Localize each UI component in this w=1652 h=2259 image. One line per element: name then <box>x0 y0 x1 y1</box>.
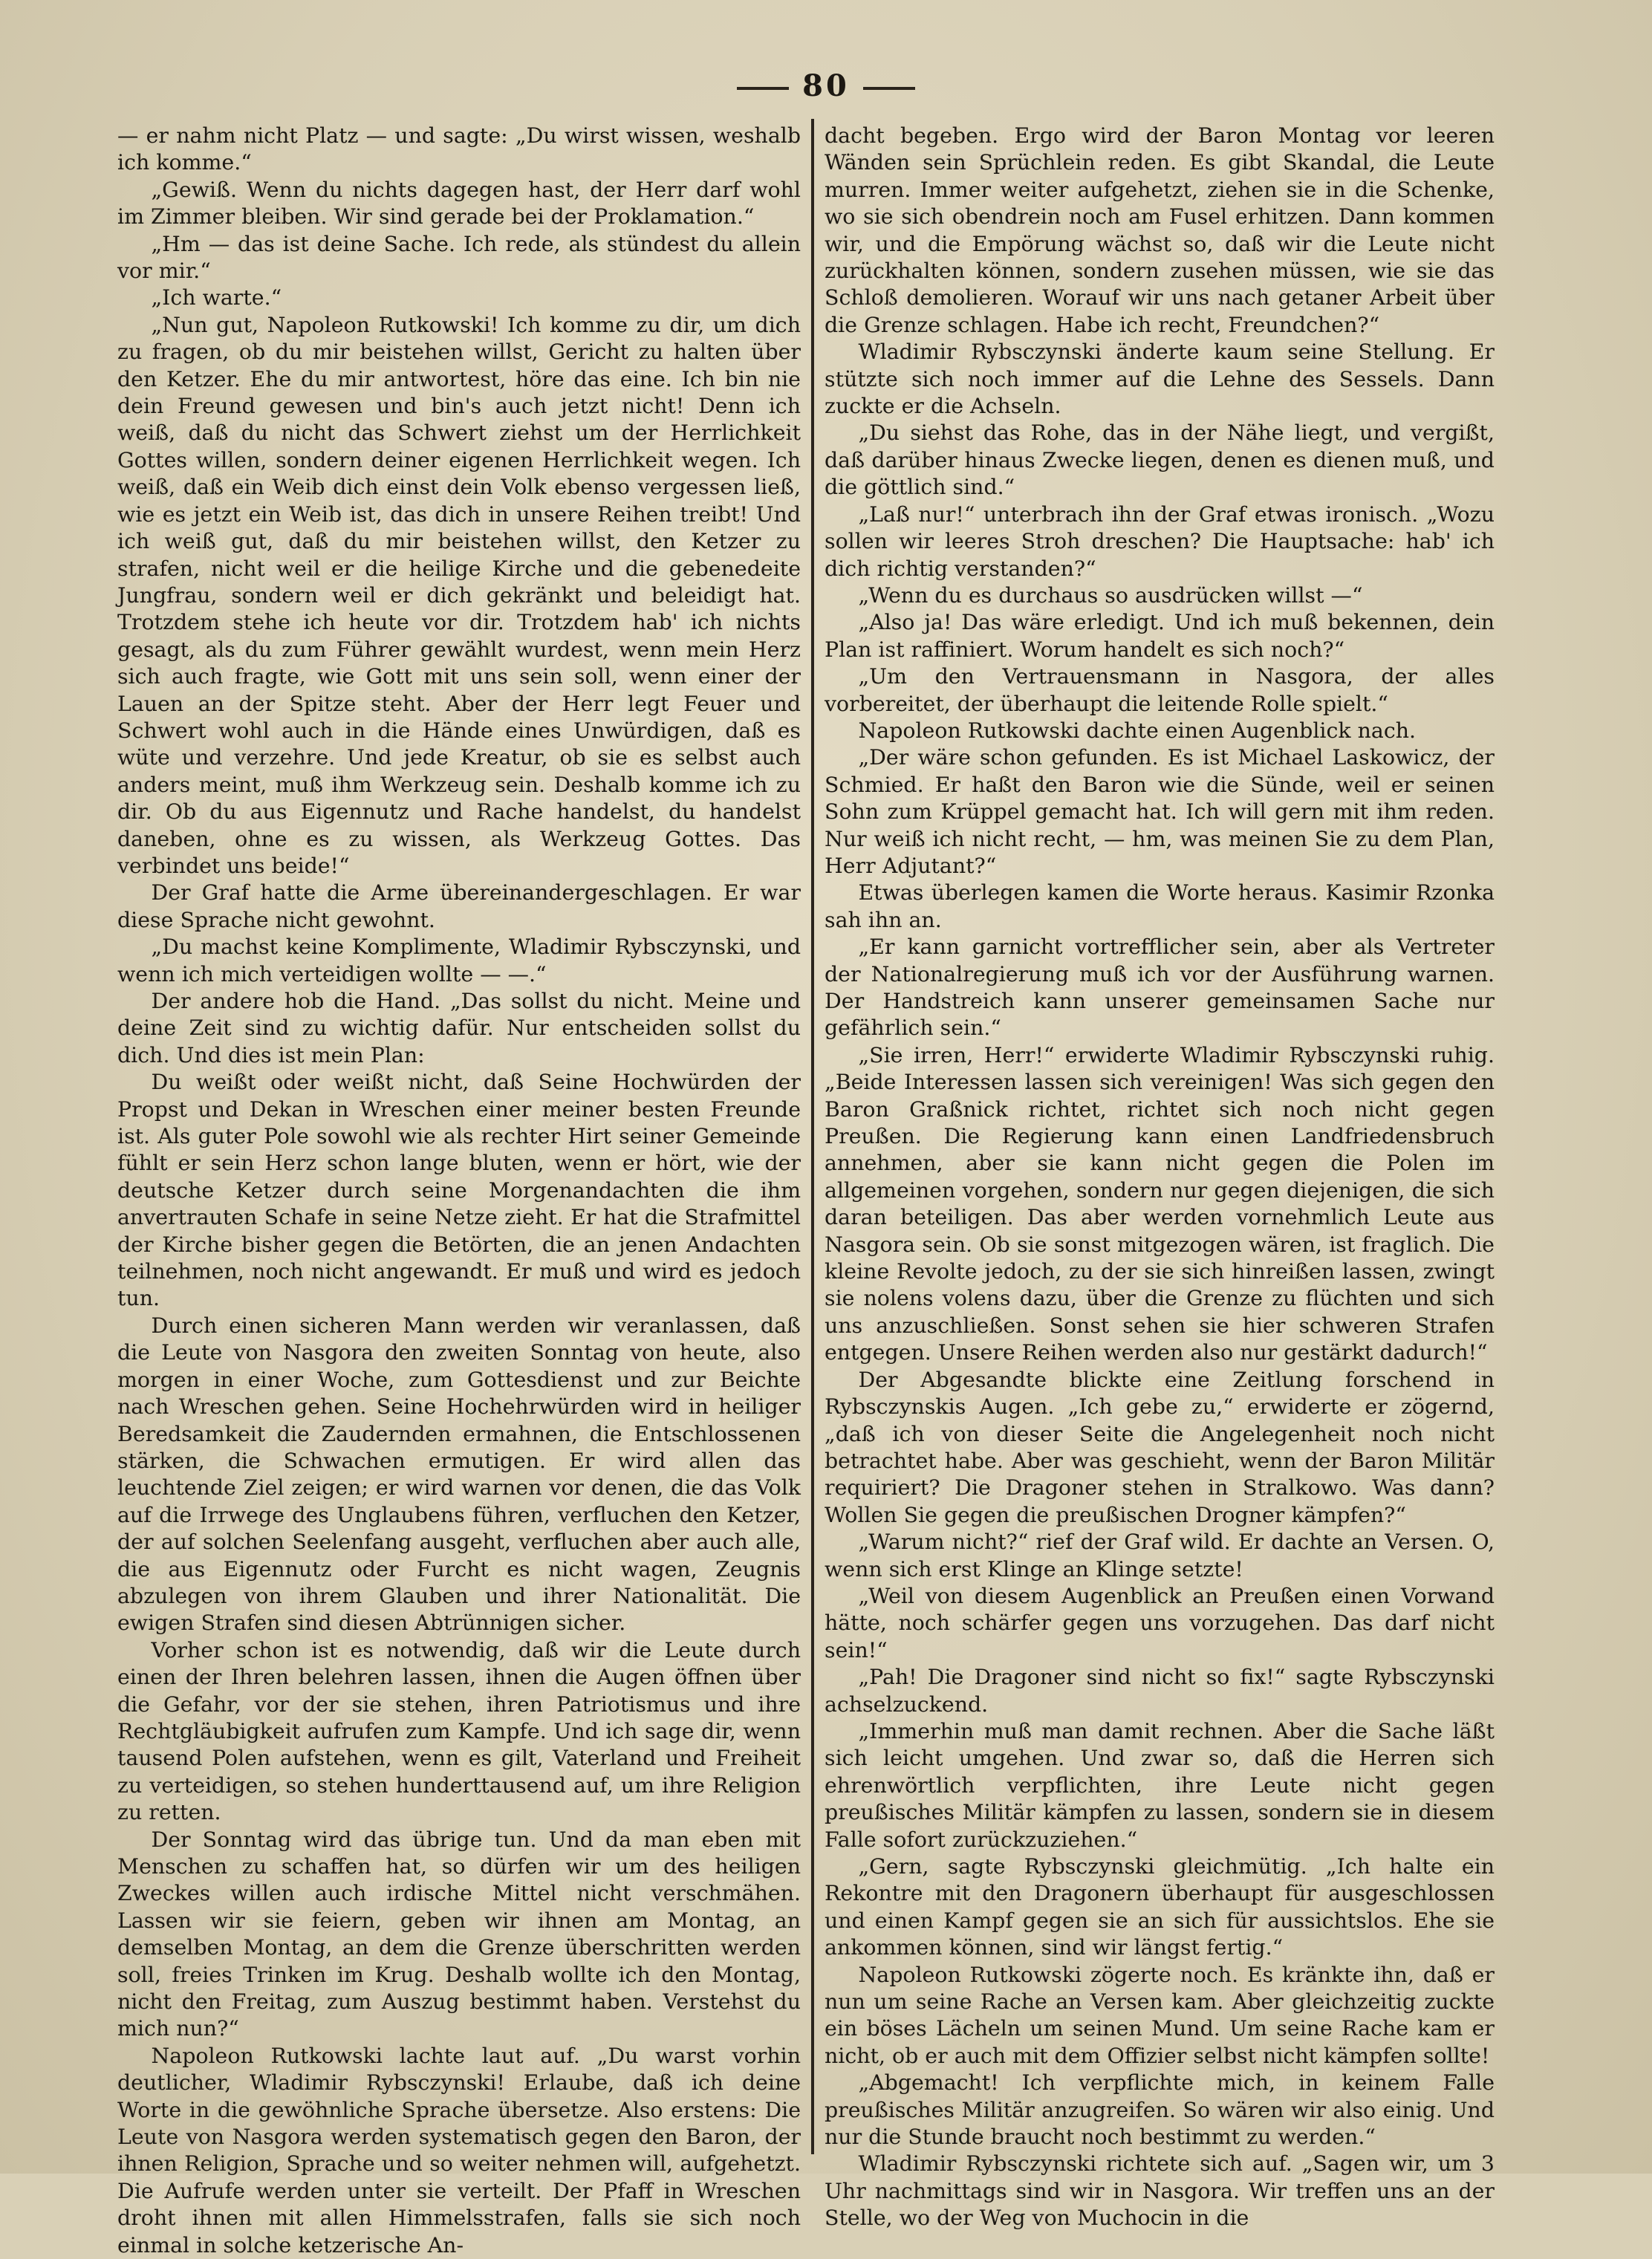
paragraph: „Gern, sagte Rybsczynski gleichmütig. „Ich halte ein Rekontre mit den Dragonern überhaupt für ausgeschlossen und einen Kampf gegen sie an sich für aussichtslos. Ehe sie ankommen können, sind wir längst fertig.“ <box>825 1854 1495 1960</box>
paragraph: Napoleon Rutkowski zögerte noch. Es kränkte ihn, daß er nun um seine Rache an Versen kam. Aber gleichzeitig zuckte ein böses Lächeln um seinen Mund. Um seine Rache kam er nicht, ob er auch mit dem Offizier selbst nicht kämpfen sollte! <box>825 1962 1495 2068</box>
paragraph: Wladimir Rybsczynski richtete sich auf. „Sagen wir, um 3 Uhr nachmittags sind wir in Nasgora. Wir treffen uns an der Stelle, wo der Weg von Muchocin in die <box>825 2151 1495 2231</box>
paragraph: Etwas überlegen kamen die Worte heraus. Kasimir Rzonka sah ihn an. <box>825 880 1495 932</box>
paragraph: — er nahm nicht Platz — und sagte: „Du wirst wissen, weshalb ich komme.“ <box>117 123 801 175</box>
paragraph: Du weißt oder weißt nicht, daß Seine Hochwürden der Propst und Dekan in Wreschen einer meiner besten Freunde ist. Als guter Pole sowohl wie als rechter Hirt seiner Gemeinde fühlt er sein Herz schon lange bluten, wenn er hört, wie der deutsche Ketzer durch seine Morgenandachten die ihm anvertrauten Schafe in seine Netze zieht. Er hat die Strafmittel der Kirche bisher gegen die Betörten, die an jenen Andachten teilnehmen, noch nicht angewandt. Er muß und wird es jedoch tun. <box>117 1070 801 1311</box>
paragraph: Napoleon Rutkowski dachte einen Augenblick nach. <box>858 718 1417 743</box>
paragraph: „Immerhin muß man damit rechnen. Aber die Sache läßt sich leicht umgehen. Und zwar so, daß die Herren sich ehrenwörtlich verpflichten, ihre Leute nicht gegen preußisches Militär kämpfen zu lassen, sondern sie in diesem Falle sofort zurückzuziehen.“ <box>825 1718 1495 1852</box>
paragraph: „Der wäre schon gefunden. Es ist Michael Laskowicz, der Schmied. Er haßt den Baron wie die Sünde, weil er seinen Sohn zum Krüppel gemacht hat. Ich will gern mit ihm reden. Nur weiß ich nicht recht, — hm, was meinen Sie zu dem Plan, Herr Adjutant?“ <box>825 745 1495 878</box>
paragraph: Der Sonntag wird das übrige tun. Und da man eben mit Menschen zu schaffen hat, so dürfen wir um des heiligen Zweckes willen auch irdische Mittel nicht verschmähen. Lassen wir sie feiern, geben wir ihnen am Montag, an demselben Montag, an dem die Grenze überschritten werden soll, freies Trinken im Krug. Deshalb wollte ich den Montag, nicht den Freitag, zum Auszug bestimmt haben. Verstehst du mich nun?“ <box>117 1827 801 2041</box>
paragraph: „Also ja! Das wäre erledigt. Und ich muß bekennen, dein Plan ist raffiniert. Worum handelt es sich noch?“ <box>825 610 1495 662</box>
column-rule <box>811 119 814 2154</box>
paragraph: „Laß nur!“ unterbrach ihn der Graf etwas ironisch. „Wozu sollen wir leeres Stroh dreschen? Die Hauptsache: hab' ich dich richtig verstanden?“ <box>825 501 1495 581</box>
paragraph: „Ich warte.“ <box>151 285 282 311</box>
paragraph: Der Abgesandte blickte eine Zeitlung forschend in Rybsczynskis Augen. „Ich gebe zu,“ erwiderte er zögernd, „daß ich von dieser Seite die Angelegenheit noch nicht betrachtet habe. Aber was geschieht, wenn der Baron Militär requiriert? Die Dragoner stehen in Stralkowo. Was dann? Wollen Sie gegen die preußischen Drogner kämpfen?“ <box>825 1367 1495 1527</box>
paragraph: „Um den Vertrauensmann in Nasgora, der alles vorbereitet, der überhaupt die leitende Rolle spielt.“ <box>825 664 1495 716</box>
paragraph: Vorher schon ist es notwendig, daß wir die Leute durch einen der Ihren belehren lassen, ihnen die Augen öffnen über die Gefahr, vor der sie stehen, ihren Patriotismus und ihre Rechtgläubigkeit aufrufen zum Kampfe. Und ich sage dir, wenn tausend Polen aufstehen, wenn es gilt, Vaterland und Freiheit zu verteidigen, so stehen hunderttausend auf, um ihre Religion zu retten. <box>117 1637 801 1825</box>
paragraph: Wladimir Rybsczynski änderte kaum seine Stellung. Er stützte sich noch immer auf die Lehne des Sessels. Dann zuckte er die Achseln. <box>825 339 1495 419</box>
paragraph: Der Graf hatte die Arme übereinandergeschlagen. Er war diese Sprache nicht gewohnt. <box>117 880 801 932</box>
paragraph: „Du machst keine Komplimente, Wladimir Rybsczynski, und wenn ich mich verteidigen wollte — —.“ <box>117 935 801 987</box>
paragraph: „Du siehst das Rohe, das in der Nähe liegt, und vergißt, daß darüber hinaus Zwecke liegen, denen es dienen muß, und die göttlich sind.“ <box>825 420 1495 500</box>
paragraph: Durch einen sicheren Mann werden wir veranlassen, daß die Leute von Nasgora den zweiten Sonntag von heute, also morgen in einer Woche, zum Gottesdienst und zur Beichte nach Wreschen gehen. Seine Hochehrwürden wird in heiliger Beredsamkeit die Zaudernden ermahnen, die Entschlossenen stärken, die Schwachen ermutigen. Er wird allen das leuchtende Ziel zeigen; er wird warnen vor denen, die das Volk auf die Irrwege des Unglaubens führen, verfluchen den Ketzer, der auf solchen Seelenfang ausgeht, verfluchen aber auch alle, die aus Eigennutz oder Furcht es nicht wagen, Zeugnis abzulegen von ihrem Glauben und ihrer Nationalität. Die ewigen Strafen sind diesen Abtrünnigen sicher. <box>117 1313 801 1636</box>
paragraph: „Warum nicht?“ rief der Graf wild. Er dachte an Versen. O, wenn sich erst Klinge an Klinge setzte! <box>825 1530 1495 1582</box>
paragraph: Der andere hob die Hand. „Das sollst du nicht. Meine und deine Zeit sind zu wichtig dafür. Nur entscheiden sollst du dich. Und dies ist mein Plan: <box>117 989 801 1067</box>
right-column <box>825 123 1495 2231</box>
paragraph: „Er kann garnicht vortrefflicher sein, aber als Vertreter der Nationalregierung muß ich vor der Ausführung warnen. Der Handstreich kann unserer gemeinsamen Sache nur gefährlich sein.“ <box>825 935 1495 1041</box>
paragraph: „Sie irren, Herr!“ erwiderte Wladimir Rybsczynski ruhig. „Beide Interessen lassen sich vereinigen! Was sich gegen den Baron Graßnick richtet, richtet sich noch nicht gegen Preußen. Die Regierung kann einen Landfriedensbruch annehmen, aber sie kann nicht gegen die Polen im allgemeinen vorgehen, sondern nur gegen diejenigen, die sich daran beteiligen. Das aber werden vornehmlich Leute aus Nasgora sein. Ob sie sonst mitgezogen wären, ist fraglich. Die kleine Revolte jedoch, zu der sie sich hinreißen lassen, zwingt sie nolens volens dazu, über die Grenze zu flüchten und sich uns anzuschließen. Sonst sehen sie hier schweren Strafen entgegen. Unsere Reihen werden also nur gestärkt dadurch!“ <box>825 1042 1495 1365</box>
paragraph: „Nun gut, Napoleon Rutkowski! Ich komme zu dir, um dich zu fragen, ob du mir beistehen willst, Gericht zu halten über den Ketzer. Ehe du mir antwortest, höre das eine. Ich bin nie dein Freund gewesen und bin's auch jetzt nicht! Denn ich weiß, daß du nicht das Schwert ziehst um der Herrlichkeit Gottes willen, sondern deiner eigenen Herrlichkeit wegen. Ich weiß, daß ein Weib dich einst dein Volk ebenso vergessen ließ, wie es jetzt ein Weib ist, das dich in unsere Reihen treibt! Und ich weiß gut, daß du mir beistehen willst, den Ketzer zu strafen, nicht weil er die heilige Kirche und die gebenedeite Jungfrau, sondern weil er dich gekränkt und beleidigt hat. Trotzdem stehe ich heute vor dir. Trotzdem hab' ich nichts gesagt, als du zum Führer gewählt wurdest, wenn mein Herz sich auch fragte, wie Gott mit uns sein soll, wenn einer der Lauen an der Spitze steht. Aber der Herr legt Feuer und Schwert wohl auch in die Hände eines Unwürdigen, daß es wüte und verzehre. Und jede Kreatur, ob sie es selbst auch anders meint, muß ihm Werkzeug sein. Deshalb komme ich zu dir. Ob du aus Eigennutz und Rache handelst, du handelst daneben, ohne es zu wissen, als Werkzeug Gottes. Das verbindet uns beide!“ <box>117 312 801 878</box>
page-number: 80 <box>0 68 1652 103</box>
paragraph: Napoleon Rutkowski lachte laut auf. „Du warst vorhin deutlicher, Wladimir Rybsczynski! Erlaube, daß ich deine Worte in die gewöhnliche Sprache übersetze. Also erstens: Die Leute von Nasgora werden systematisch gegen den Baron, der ihnen Religion, Sprache und so weiter nehmen will, aufgehetzt. Die Aufrufe werden unter sie verteilt. Der Pfaff in Wreschen droht ihnen mit allen Himmelsstrafen, falls sie sich noch einmal in solche ketzerische An- <box>117 2043 801 2258</box>
paragraph: „Abgemacht! Ich verpflichte mich, in keinem Falle preußisches Militär anzugreifen. So wären wir also einig. Und nur die Stunde braucht noch bestimmt zu werden.“ <box>825 2070 1495 2150</box>
paragraph: „Weil von diesem Augenblick an Preußen einen Vorwand hätte, noch schärfer gegen uns vorzugehen. Das darf nicht sein!“ <box>825 1583 1495 1662</box>
paragraph: „Pah! Die Dragoner sind nicht so fix!“ sagte Rybsczynski achselzuckend. <box>825 1665 1495 1717</box>
paragraph: „Wenn du es durchaus so ausdrücken willst —“ <box>858 582 1363 608</box>
paragraph: dacht begeben. Ergo wird der Baron Montag vor leeren Wänden sein Sprüchlein reden. Es gibt Skandal, die Leute murren. Immer weiter aufgehetzt, ziehen sie in die Schenke, wo sie sich obendrein noch am Fusel erhitzen. Dann kommen wir, und die Empörung wächst so, daß wir die Leute nicht zurückhalten können, sondern zusehen müssen, wie sie das Schloß demolieren. Worauf wir uns nach getaner Arbeit über die Grenze schlagen. Habe ich recht, Freundchen?“ <box>825 123 1495 337</box>
left-column <box>117 123 801 2258</box>
paragraph: „Gewiß. Wenn du nichts dagegen hast, der Herr darf wohl im Zimmer bleiben. Wir sind gerade bei der Proklamation.“ <box>117 177 801 230</box>
paragraph: „Hm — das ist deine Sache. Ich rede, als stündest du allein vor mir.“ <box>117 231 801 284</box>
